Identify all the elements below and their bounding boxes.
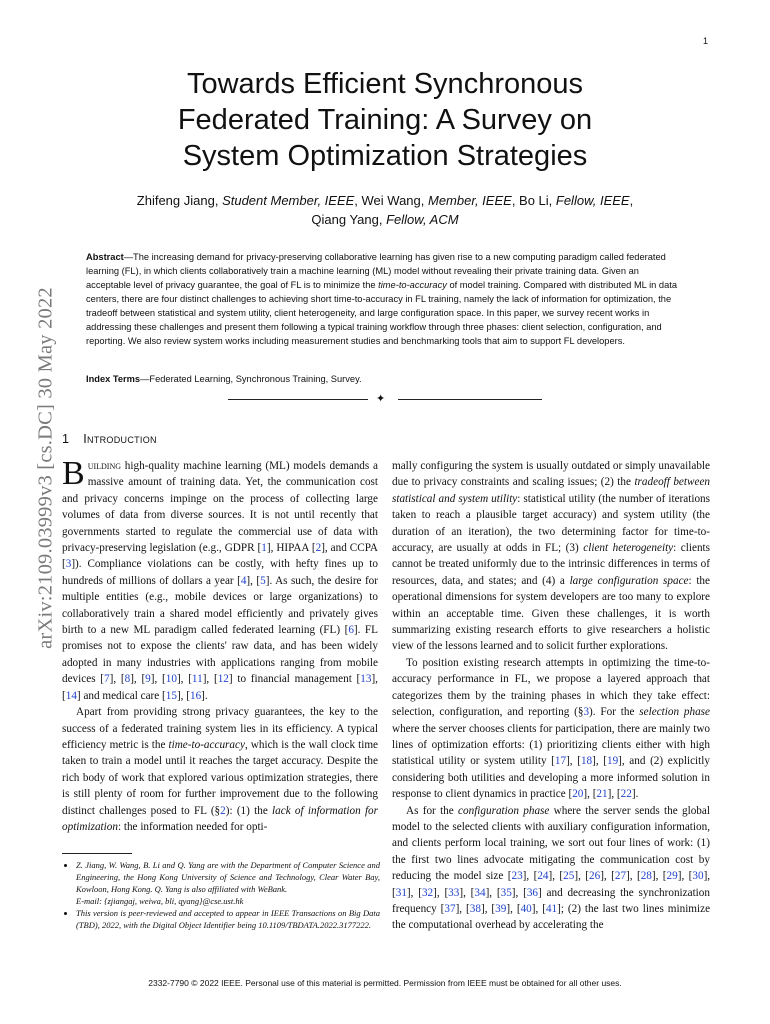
citation-link[interactable]: 25 [563,870,575,883]
footnote-text: This version is peer-reviewed and accepted to appear in IEEE Transactions on Big Data (TBD), 2022, with the Digital Object Identifier being 10.1109/TBDATA.2022.3177222. [76,908,380,930]
abstract [86,250,686,348]
text: ], [ [506,902,521,915]
text: ], [ [566,755,581,768]
section-number: 1 [62,432,70,446]
text: ]. [201,689,208,702]
text: , which is the wall clock time taken to train a model until it reaches the target accuracy. Despite the rich body of work that explored various optimization strategies, there is still plenty of room for further improvement due to the following distinct challenges posed to FL (§ [62,738,378,817]
footnote-email: E-mail: {zjiangaj, weiwa, bli, qyang}@cse.ust.hk [76,896,244,906]
citation-link[interactable]: 23 [511,870,523,883]
text: To position existing research attempts in optimizing the time-to-accuracy performance in FL, we propose a layered approach that categorizes them by the training phases in which they take effect: selection, configuration, and reporting (§ [392,656,710,719]
author-role: Member, IEEE [428,193,512,208]
text: ], [ [651,870,667,883]
citation-link[interactable]: 36 [526,886,539,899]
citation-link[interactable]: 16 [189,689,202,702]
text: ], [ [583,788,597,801]
text: ], [ [433,886,449,899]
paragraph [392,458,710,655]
author-role: Fellow, IEEE [555,193,630,208]
paragraph [392,803,710,934]
text: ]. As such, the desire for multiple entities (e.g., mobile devices or large organizations) to collaboratively train a shared model efficiently and privately gives birth to a new ML paradigm called federated learning (FL) [ [62,574,379,637]
separator-line-left [228,399,368,400]
separator-diamond-icon: ✦ [376,393,386,405]
section-link[interactable]: 3 [583,706,590,719]
text: ]; (2) the last two lines minimize the computational overhead by accelerating the [392,902,711,932]
author-role: Student Member, IEEE [222,193,355,208]
citation-link[interactable]: 13 [360,673,372,686]
text: : statistical utility (the number of iterations taken to reach a plausible target accuracy) and system utility (the duration of an iteration), the two determining factor for time-to-accuracy, are usually at odds in FL; (3) [392,492,711,555]
title-line: System Optimization Strategies [182,140,588,172]
citation-link[interactable]: 18 [580,755,593,768]
right-column [392,458,710,934]
text: ], [ [62,673,378,702]
separator-line-right [398,399,542,400]
copyright-notice: 2332-7790 © 2022 IEEE. Personal use of this material is permitted. Permission from IEEE must be obtained for all other uses. [148,978,622,988]
text: ], [ [607,788,621,801]
author-separator: , [629,193,634,208]
citation-link[interactable]: 19 [606,755,619,768]
citation-link[interactable]: 29 [666,870,678,883]
paragraph [62,704,378,835]
text: : the operational dimensions for system developers are too many to explore within an acceptable time. Given these challenges, it is worth summarizing existing research efforts to give researchers a holistic view of the lessons learned and to solicit further explorations. [392,574,710,653]
text: ], [ [592,755,607,768]
emphasis: client heterogeneity [583,542,674,555]
text: ]). Compliance violations can be costly, with hefty fines up to hundreds of millions of dollars a year [ [62,558,378,587]
citation-link[interactable]: 40 [520,902,532,915]
paragraph [392,655,710,803]
drop-cap: B [62,455,85,492]
citation-link[interactable]: 20 [572,788,584,801]
text: where the server chooses clients for participation, there are mainly two lines of optimization efforts: (1) prioritizing clients either with high statistical utility or system utility [ [392,722,710,768]
footnote-text: Z. Jiang, W. Wang, B. Li and Q. Yang are with the Department of Computer Science and Engineering, the Hong Kong University of Science and Technology, Clear Water Bay, Kowloon, Hong Kong. Q. Yang is also affiliated with WeBank. [76,860,380,894]
text: : clients cannot be treated uniformly due to the intrinsic differences in terms of resources, data, and states; and (4) a [392,542,711,587]
text: ], [ [677,870,693,883]
section-title: Introduction [83,432,157,446]
citation-link[interactable]: 15 [165,689,177,702]
author-role: Fellow, ACM [386,212,459,227]
author-name: , Bo Li, [511,193,556,208]
text: ], [ [176,673,192,686]
title-line: Federated Training: A Survey on [177,104,593,136]
abstract-label: Abstract [86,252,124,262]
text: ], [ [246,574,261,587]
citation-link[interactable]: 28 [640,870,652,883]
citation-link[interactable]: 9 [145,673,151,686]
section-heading [62,432,157,446]
paper-title [110,66,660,174]
footnote-rule [62,853,132,854]
text: ] and decreasing the synchronization frequency [ [392,886,710,915]
citation-link[interactable]: 21 [596,788,608,801]
text: ], [ [459,886,475,899]
text: : the information needed for opti- [117,820,268,833]
text: ). For the [589,706,640,719]
citation-link[interactable]: 26 [589,870,601,883]
emphasis: time-to-accuracy [168,738,245,751]
citation-link[interactable]: 31 [395,886,407,899]
text: ], [ [626,870,641,883]
author-list [86,191,684,229]
text: ], [ [548,870,564,883]
emphasis: configuration phase [458,804,550,817]
paragraph [62,455,379,704]
text: ] to financial management [ [228,673,361,686]
citation-link[interactable]: 17 [554,755,567,768]
author-name: , Wei Wang, [354,193,428,208]
page-number: 1 [702,36,708,46]
left-column [62,455,379,835]
footnote-item [76,859,380,907]
citation-link[interactable]: 8 [124,673,131,686]
citation-link[interactable]: 14 [65,689,77,702]
citation-link[interactable]: 22 [620,788,632,801]
text: ], [ [485,886,501,899]
text: ], [ [202,673,218,686]
footnotes [62,859,380,931]
text: ], HIPAA [ [266,542,316,555]
text: ): (1) the [225,804,273,817]
citation-link[interactable]: 5 [260,574,266,587]
text: ], [ [109,673,125,686]
text: ], [ [574,870,589,883]
text: high-quality machine learning (ML) models demands a massive amount of training data. Yet, the communication cost and privacy concerns impinge on the process of collecting large volumes of data from diverse sources. It is not until recently that governments started to regulate the commercial use of data with privacy-preserving legislation (e.g., GDPR [ [62,460,378,555]
text: ] and medical care [ [76,689,166,702]
citation-link[interactable]: 35 [500,886,512,899]
author-name: Zhifeng Jiang, [136,193,223,208]
emphasis: tradeoff between statistical and system utility [392,476,710,505]
arxiv-identifier[interactable]: arXiv:2109.03999v3 [cs.DC] 30 May 2022 [34,287,57,649]
smallcaps-word: uilding [87,460,122,472]
citation-link[interactable]: 10 [165,673,177,686]
citation-link[interactable]: 39 [495,902,507,915]
emphasis: large configuration space [569,574,689,587]
text: ], and (2) explicitly considering both utilities and developing a more informed solution in response to client dynamics in practice [ [392,755,710,801]
citation-link[interactable]: 37 [444,902,456,915]
citation-link[interactable]: 32 [421,886,434,899]
index-terms-label: Index Terms [86,374,141,384]
text: Apart from providing strong privacy guarantees, the key to the success of a federated training system lies in its efficiency. A typical efficiency metric is the [62,706,378,751]
text: ]. FL promises not to expose the clients' raw data, and has been widely adopted in many industries with applications ranging from mobile devices [ [62,624,378,686]
text: ]. [631,788,639,801]
citation-link[interactable]: 12 [217,673,229,686]
citation-link[interactable]: 24 [537,870,549,883]
text: ], [ [531,902,546,915]
citation-link[interactable]: 27 [614,870,627,883]
emphasis: lack of information for optimization [62,804,379,833]
citation-link[interactable]: 7 [104,673,110,686]
text: ], [ [480,902,496,915]
text: ], [ [455,902,470,915]
citation-link[interactable]: 41 [545,902,558,915]
text: ], [ [511,886,527,899]
abstract-text: —The increasing demand for privacy-preserving collaborative learning has given rise to a new computing paradigm called federated learning (FL), in which clients collaboratively train a machine learning (ML) model without revealing their private training data. Given an acceptable level of privacy guarantee, the goal of FL is to minimize the [86,252,666,290]
title-line: Towards Efficient Synchronous [186,68,583,100]
citation-link[interactable]: 38 [469,902,481,915]
citation-link[interactable]: 34 [474,886,486,899]
author-name: Qiang Yang, [311,212,387,227]
emphasis: selection phase [639,706,710,719]
abstract-emphasis: time-to-accuracy [378,280,447,290]
text: As for the [406,804,459,817]
section-link[interactable]: 2 [220,804,226,817]
citation-link[interactable]: 6 [348,624,354,637]
text: ], [ [406,886,422,899]
text: where the server sends the global model to the selected clients with auxiliary configuration information, and clients perform local training, we sort out four lines of work: (1) the first two lines advocate mitigating the communication cost by reducing the model size [ [392,804,710,883]
text: ], [ [522,870,538,883]
text: ], [ [392,870,711,899]
index-terms [86,374,686,384]
index-terms-text: —Federated Learning, Synchronous Training, Survey. [140,374,362,384]
abstract-text: of model training. Compared with distributed ML in data centers, there are four distinct challenges to achieving short time-to-accuracy in FL training, namely the lack of information for optimization, the tradeoff between statistical and system utility, client heterogeneity, and large configuration space. In this paper, we survey recent works in addressing these challenges and present them following a typical training workflow through three phases: client selection, configuration, and reporting. We also review system works including measurement studies and benchmarking tools that aim to support FL developers. [86,280,678,346]
text: ], [ [176,689,190,702]
text: ], [ [130,673,146,686]
citation-link[interactable]: 1 [261,542,267,555]
citation-link[interactable]: 11 [191,673,203,686]
text: mally configuring the system is usually outdated or simply unavailable due to privacy constraints and scaling issues; (2) the [392,460,710,489]
text: ], [ [150,673,166,686]
citation-link[interactable]: 3 [65,558,72,571]
text: ], and CCPA [ [62,542,379,571]
text: ], [ [600,870,615,883]
citation-link[interactable]: 30 [692,870,704,883]
footnote-item [76,907,380,931]
citation-link[interactable]: 2 [315,542,322,555]
citation-link[interactable]: 4 [240,574,247,587]
citation-link[interactable]: 33 [448,886,460,899]
